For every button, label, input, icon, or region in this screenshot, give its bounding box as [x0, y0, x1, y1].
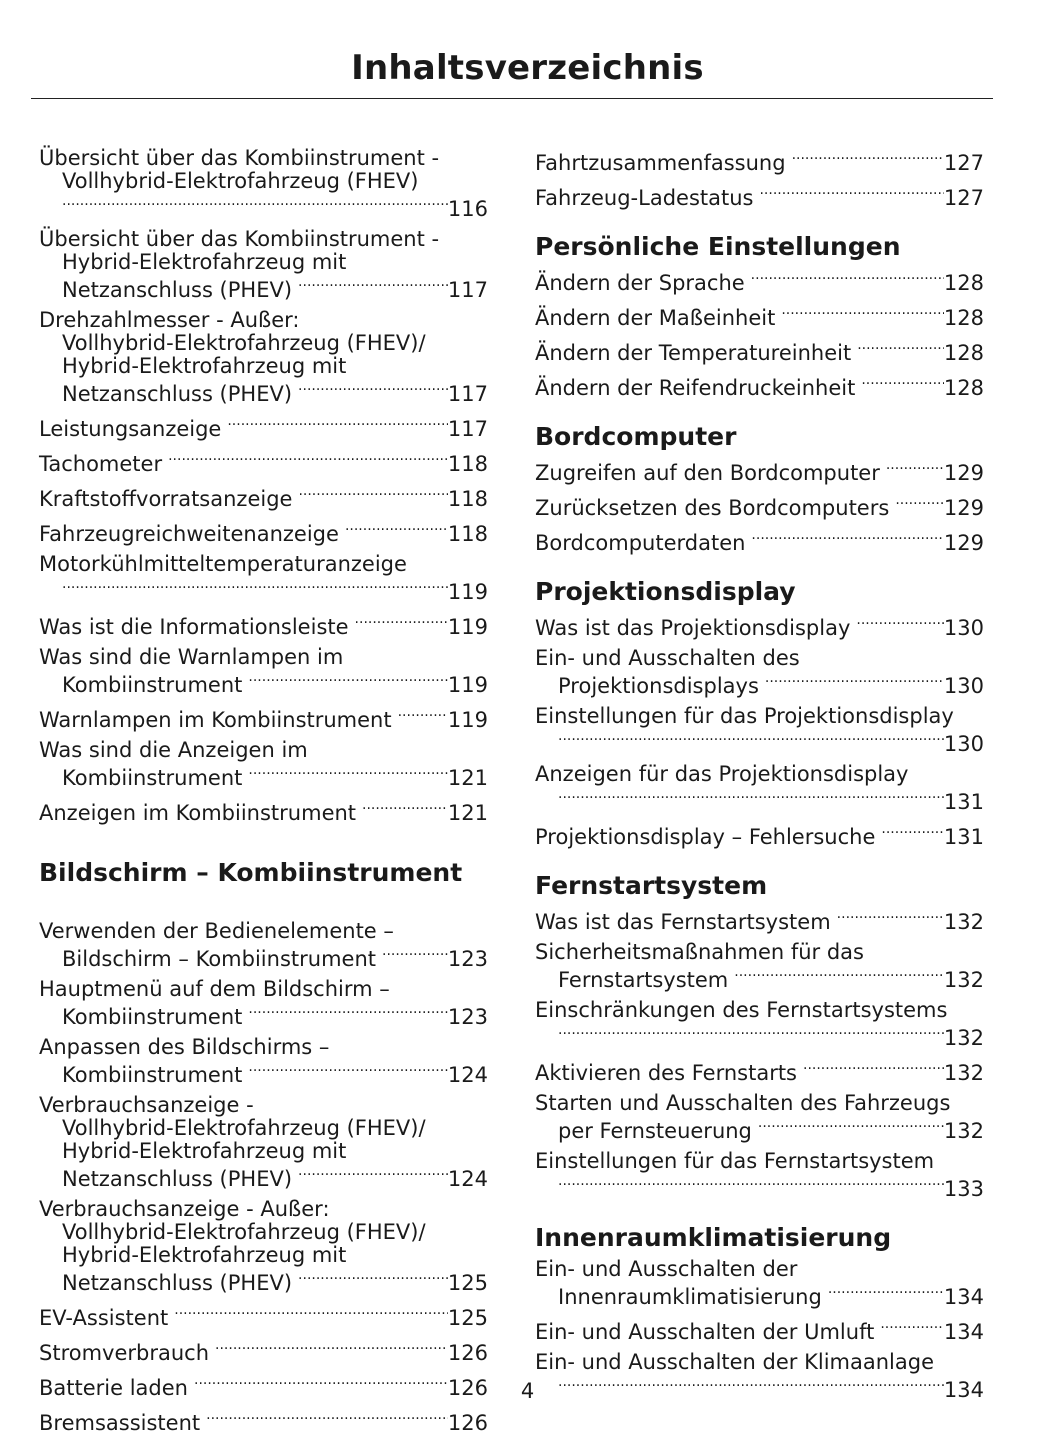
- toc-page-number: 130: [943, 732, 984, 756]
- toc-page-number: 129: [943, 496, 984, 520]
- dot-leader: [206, 1407, 448, 1430]
- toc-entry-text: Ändern der Sprache: [535, 271, 745, 295]
- dot-leader: [168, 448, 448, 471]
- toc-page-number: 119: [447, 615, 488, 639]
- dot-leader: [362, 797, 448, 820]
- page-number: 4: [520, 1379, 535, 1403]
- toc-entry-leader-line: [39, 1059, 488, 1087]
- toc-page-number: 126: [447, 1411, 488, 1435]
- toc-entry[interactable]: [39, 971, 488, 1029]
- toc-entry[interactable]: [39, 639, 488, 697]
- toc-entry-text: Kombiinstrument: [62, 1005, 243, 1029]
- toc-entry-text: Was sind die Anzeigen im: [39, 738, 308, 762]
- toc-entry[interactable]: [39, 604, 488, 639]
- toc-entry-text: Vollhybrid-Elektrofahrzeug (FHEV): [62, 169, 419, 193]
- dot-leader: [227, 413, 448, 436]
- toc-page-number: 119: [447, 708, 488, 732]
- toc-entry-leader-line: [535, 372, 984, 400]
- toc-page-number: 132: [943, 1119, 984, 1143]
- toc-entry[interactable]: [39, 1191, 488, 1295]
- toc-entry-text: Netzanschluss (PHEV): [62, 382, 293, 406]
- toc-entry-text: Motorkühlmitteltemperaturanzeige: [39, 552, 407, 576]
- toc-entry[interactable]: [535, 1085, 984, 1143]
- toc-page-number: 127: [943, 151, 984, 175]
- toc-entry-leader-line: [39, 669, 488, 697]
- toc-entry-text: Vollhybrid-Elektrofahrzeug (FHEV)/: [62, 1116, 426, 1140]
- toc-page-number: 128: [943, 271, 984, 295]
- toc-entry-text: Was ist das Projektionsdisplay: [535, 616, 851, 640]
- toc-entry-leader-line: [39, 797, 488, 825]
- toc-entry-text: Einstellungen für das Fernstartsystem: [535, 1149, 935, 1173]
- toc-entry-text: Übersicht über das Kombiinstrument -: [39, 227, 440, 251]
- toc-entry-text: Hybrid-Elektrofahrzeug mit: [62, 1243, 347, 1267]
- toc-entry[interactable]: [535, 1050, 984, 1085]
- toc-entry-text: Ändern der Temperatureinheit: [535, 341, 852, 365]
- toc-entry-leader-line: [39, 1302, 488, 1330]
- toc-entry[interactable]: [535, 520, 984, 555]
- toc-group-bildschirm: [39, 913, 488, 1435]
- toc-entry-leader-line: [535, 147, 984, 175]
- toc-entry[interactable]: [39, 1400, 488, 1435]
- toc-entry[interactable]: [39, 697, 488, 732]
- toc-entry[interactable]: [39, 913, 488, 971]
- dot-leader: [174, 1302, 448, 1325]
- toc-entry-leader-line: [535, 527, 984, 555]
- toc-page-number: 117: [447, 278, 488, 302]
- toc-page-number: 121: [447, 801, 488, 825]
- toc-entry[interactable]: [39, 1087, 488, 1191]
- toc-entry-text: Sicherheitsmaßnahmen für das: [535, 940, 864, 964]
- dot-leader: [857, 337, 944, 360]
- toc-entry-text: Bildschirm – Kombiinstrument: [62, 947, 376, 971]
- dot-leader: [856, 612, 944, 635]
- toc-entry[interactable]: [39, 732, 488, 790]
- dot-leader: [803, 1057, 944, 1080]
- toc-entry-text: Vollhybrid-Elektrofahrzeug (FHEV)/: [62, 331, 426, 355]
- dot-leader: [298, 1267, 448, 1290]
- toc-entry-text: Hauptmenü auf dem Bildschirm –: [39, 977, 390, 1001]
- toc-entry-text: Fernstartsystem: [558, 968, 729, 992]
- dot-leader: [881, 821, 944, 844]
- toc-entry-leader-line: [535, 1173, 984, 1201]
- toc-entry[interactable]: [39, 140, 488, 221]
- toc-right-column: [535, 140, 984, 1402]
- toc-entry-text: Netzanschluss (PHEV): [62, 1167, 293, 1191]
- toc-entry-leader-line: [39, 378, 488, 406]
- toc-entry-leader-line: [39, 1163, 488, 1191]
- dot-leader: [751, 527, 943, 550]
- toc-entry-text: Verwenden der Bedienelemente –: [39, 919, 394, 943]
- toc-entry-leader-line: [535, 670, 984, 698]
- toc-entry[interactable]: [535, 1251, 984, 1309]
- toc-entry-leader-line: [535, 612, 984, 640]
- toc-page-number: 117: [447, 417, 488, 441]
- toc-page-number: 132: [943, 910, 984, 934]
- toc-entry[interactable]: [535, 814, 984, 849]
- toc-entry[interactable]: [39, 546, 488, 604]
- toc-page-number: 119: [447, 580, 488, 604]
- toc-entry-text: Zugreifen auf den Bordcomputer: [535, 461, 880, 485]
- toc-entry-text: Einstellungen für das Projektionsdisplay: [535, 704, 954, 728]
- toc-entry[interactable]: [535, 698, 984, 756]
- toc-entry-text: Hybrid-Elektrofahrzeug mit: [62, 354, 347, 378]
- toc-group-kombiinstrument: [39, 140, 488, 825]
- toc-page-number: 131: [943, 790, 984, 814]
- dot-leader: [398, 704, 448, 727]
- toc-entry-leader-line: [39, 448, 488, 476]
- dot-leader: [765, 670, 944, 693]
- toc-page-number: 117: [447, 382, 488, 406]
- dot-leader: [886, 457, 944, 480]
- toc-page-number: 133: [943, 1177, 984, 1201]
- toc-entry[interactable]: [39, 406, 488, 441]
- toc-entry-text: Warnlampen im Kombiinstrument: [39, 708, 392, 732]
- toc-entry-text: Ein- und Ausschalten der Klimaanlage: [535, 1350, 934, 1374]
- toc-entry[interactable]: [535, 485, 984, 520]
- toc-entry[interactable]: [39, 790, 488, 825]
- toc-entry-leader-line: [39, 483, 488, 511]
- dot-leader: [298, 483, 447, 506]
- dot-leader: [298, 1163, 448, 1186]
- toc-entry-leader-line: [535, 821, 984, 849]
- toc-entry[interactable]: [535, 260, 984, 295]
- toc-page-number: 119: [447, 673, 488, 697]
- toc-entry-text: Fahrtzusammenfassung: [535, 151, 786, 175]
- toc-page-number: 134: [943, 1320, 984, 1344]
- toc-entry-text: Hybrid-Elektrofahrzeug mit: [62, 250, 347, 274]
- toc-entry[interactable]: [535, 640, 984, 698]
- dot-leader: [751, 267, 944, 290]
- toc-entry-leader-line: [535, 302, 984, 330]
- toc-entry[interactable]: [535, 934, 984, 992]
- toc-entry[interactable]: [535, 899, 984, 934]
- toc-entry-leader-line: [39, 1267, 488, 1295]
- toc-entry-leader-line: [39, 704, 488, 732]
- toc-page-number: 126: [447, 1376, 488, 1400]
- dot-leader: [382, 943, 448, 966]
- toc-entry[interactable]: [535, 365, 984, 400]
- toc-page-number: 116: [447, 197, 488, 221]
- toc-page-number: 128: [943, 341, 984, 365]
- toc-entry-text: Was sind die Warnlampen im: [39, 645, 344, 669]
- toc-entry-text: Ein- und Ausschalten der Umluft: [535, 1320, 875, 1344]
- toc-page-number: 123: [447, 1005, 488, 1029]
- toc-left-column: [39, 140, 488, 1435]
- toc-entry-text: Anzeigen im Kombiinstrument: [39, 801, 357, 825]
- toc-entry-text: Zurücksetzen des Bordcomputers: [535, 496, 890, 520]
- toc-page-number: 125: [447, 1271, 488, 1295]
- toc-entry-text: Verbrauchsanzeige -: [39, 1093, 254, 1117]
- toc-entry-text: Was ist die Informationsleiste: [39, 615, 349, 639]
- toc-entry[interactable]: [39, 1330, 488, 1365]
- toc-entry[interactable]: [535, 330, 984, 365]
- section-heading: Bordcomputer: [535, 422, 737, 451]
- toc-entry-text: Netzanschluss (PHEV): [62, 1271, 293, 1295]
- dot-leader: [828, 1281, 944, 1304]
- toc-entry-text: Hybrid-Elektrofahrzeug mit: [62, 1139, 347, 1163]
- toc-entry-leader-line: [535, 267, 984, 295]
- toc-entry-text: Vollhybrid-Elektrofahrzeug (FHEV)/: [62, 1220, 426, 1244]
- toc-page-number: 130: [943, 616, 984, 640]
- dot-leader: [248, 762, 448, 785]
- toc-entry-text: Was ist das Fernstartsystem: [535, 910, 831, 934]
- toc-entry-text: Drehzahlmesser - Außer:: [39, 308, 300, 332]
- toc-entry-leader-line: [535, 786, 984, 814]
- toc-page-number: 130: [943, 674, 984, 698]
- toc-page-number: 128: [943, 376, 984, 400]
- dot-leader: [558, 1173, 944, 1196]
- toc-entry-text: Innenraumklimatisierung: [558, 1285, 822, 1309]
- toc-page-number: 134: [943, 1285, 984, 1309]
- toc-page-number: 124: [447, 1167, 488, 1191]
- toc-entry[interactable]: [39, 221, 488, 302]
- toc-entry-text: Projektionsdisplays: [558, 674, 759, 698]
- toc-entry-leader-line: [39, 576, 488, 604]
- dot-leader: [248, 1059, 448, 1082]
- toc-entry-text: Fahrzeugreichweitenanzeige: [39, 522, 339, 546]
- dot-leader: [781, 302, 944, 325]
- toc-page-number: 129: [943, 531, 984, 555]
- toc-page-number: 118: [447, 487, 488, 511]
- toc-entry-text: Ändern der Reifendruckeinheit: [535, 376, 856, 400]
- toc-entry-leader-line: [39, 274, 488, 302]
- dot-leader: [558, 1022, 944, 1045]
- toc-entry-text: Batterie laden: [39, 1376, 188, 1400]
- toc-entry-leader-line: [39, 762, 488, 790]
- toc-entry-leader-line: [535, 457, 984, 485]
- dot-leader: [298, 378, 448, 401]
- toc-entry-leader-line: [535, 492, 984, 520]
- toc-entry-text: Einschränkungen des Fernstartsystems: [535, 998, 948, 1022]
- dot-leader: [734, 964, 944, 987]
- section-heading-bildschirm: Bildschirm – Kombiinstrument: [39, 858, 463, 887]
- dot-leader: [62, 193, 448, 216]
- toc-entry-leader-line: [535, 728, 984, 756]
- toc-entry-text: Starten und Ausschalten des Fahrzeugs: [535, 1091, 951, 1115]
- toc-entry-text: Kombiinstrument: [62, 766, 243, 790]
- toc-entry-leader-line: [39, 1001, 488, 1029]
- toc-entry-text: Anzeigen für das Projektionsdisplay: [535, 762, 909, 786]
- title-divider: [31, 98, 993, 99]
- dot-leader: [837, 906, 944, 929]
- toc-page-number: 132: [943, 1026, 984, 1050]
- toc-entry-text: Projektionsdisplay – Fehlersuche: [535, 825, 876, 849]
- toc-entry-leader-line: [535, 906, 984, 934]
- toc-entry-leader-line: [535, 964, 984, 992]
- toc-entry[interactable]: [39, 1295, 488, 1330]
- section-heading: Innenraumklimatisierung: [535, 1223, 892, 1252]
- dot-leader: [345, 518, 448, 541]
- toc-entry[interactable]: [39, 302, 488, 406]
- toc-entry-leader-line: [39, 518, 488, 546]
- toc-entry-text: Kraftstoffvorratsanzeige: [39, 487, 293, 511]
- toc-entry-leader-line: [39, 1337, 488, 1365]
- toc-entry[interactable]: [535, 605, 984, 640]
- toc-entry-text: Ein- und Ausschalten des: [535, 646, 800, 670]
- toc-entry-text: Kombiinstrument: [62, 673, 243, 697]
- toc-entry-leader-line: [535, 1057, 984, 1085]
- toc-entry-leader-line: [535, 1316, 984, 1344]
- dot-leader: [880, 1316, 944, 1339]
- toc-entry-text: Ein- und Ausschalten der: [535, 1257, 798, 1281]
- page-title: Inhaltsverzeichnis: [351, 48, 704, 88]
- toc-page-number: 123: [447, 947, 488, 971]
- toc-entry-text: per Fernsteuerung: [558, 1119, 752, 1143]
- toc-group-fahrt: [535, 140, 984, 210]
- toc-entry-text: Kombiinstrument: [62, 1063, 243, 1087]
- toc-page-number: 127: [943, 186, 984, 210]
- dot-leader: [215, 1337, 448, 1360]
- toc-entry-text: Netzanschluss (PHEV): [62, 278, 293, 302]
- toc-entry[interactable]: [535, 1143, 984, 1201]
- toc-page-number: 118: [447, 522, 488, 546]
- toc-entry-leader-line: [535, 1022, 984, 1050]
- toc-page-number: 128: [943, 306, 984, 330]
- toc-entry-leader-line: [535, 182, 984, 210]
- toc-entry-text: Verbrauchsanzeige - Außer:: [39, 1197, 330, 1221]
- toc-page-number: 125: [447, 1306, 488, 1330]
- dot-leader: [558, 786, 944, 809]
- toc-entry[interactable]: [535, 992, 984, 1050]
- toc-entry-text: Übersicht über das Kombiinstrument -: [39, 146, 440, 170]
- section-heading: Projektionsdisplay: [535, 577, 796, 606]
- dot-leader: [248, 669, 448, 692]
- dot-leader: [248, 1001, 448, 1024]
- toc-page-number: 132: [943, 968, 984, 992]
- toc-entry-text: Bordcomputerdaten: [535, 531, 746, 555]
- toc-entry-text: Leistungsanzeige: [39, 417, 222, 441]
- dot-leader: [792, 147, 944, 170]
- toc-entry[interactable]: [535, 1309, 984, 1344]
- dot-leader: [895, 492, 944, 515]
- toc-entry-leader-line: [535, 1115, 984, 1143]
- toc-entry[interactable]: [39, 1029, 488, 1087]
- toc-entry-text: Anpassen des Bildschirms –: [39, 1035, 330, 1059]
- toc-page-number: 124: [447, 1063, 488, 1087]
- toc-entry-leader-line: [39, 413, 488, 441]
- toc-entry[interactable]: [39, 511, 488, 546]
- toc-sections: [535, 232, 984, 1402]
- toc-entry[interactable]: [535, 140, 984, 175]
- toc-entry[interactable]: [535, 450, 984, 485]
- dot-leader: [759, 182, 943, 205]
- section-heading: Fernstartsystem: [535, 871, 768, 900]
- toc-entry-leader-line: [535, 1281, 984, 1309]
- toc-page-number: 126: [447, 1341, 488, 1365]
- toc-entry[interactable]: [39, 441, 488, 476]
- toc-entry[interactable]: [535, 295, 984, 330]
- toc-page-number: 132: [943, 1061, 984, 1085]
- dot-leader: [861, 372, 944, 395]
- toc-page-number: 118: [447, 452, 488, 476]
- toc-entry-text: EV-Assistent: [39, 1306, 169, 1330]
- toc-entry[interactable]: [535, 175, 984, 210]
- toc-entry-leader-line: [39, 611, 488, 639]
- dot-leader: [758, 1115, 944, 1138]
- toc-entry-text: Bremsassistent: [39, 1411, 201, 1435]
- section-heading: Persönliche Einstellungen: [535, 232, 901, 261]
- toc-page-number: 129: [943, 461, 984, 485]
- dot-leader: [558, 728, 944, 751]
- toc-entry-text: Ändern der Maßeinheit: [535, 306, 776, 330]
- toc-entry-text: Aktivieren des Fernstarts: [535, 1061, 797, 1085]
- toc-entry-text: Stromverbrauch: [39, 1341, 210, 1365]
- toc-entry-leader-line: [39, 943, 488, 971]
- toc-entry-leader-line: [535, 337, 984, 365]
- dot-leader: [298, 274, 448, 297]
- toc-page-number: 121: [447, 766, 488, 790]
- toc-entry-leader-line: [39, 1407, 488, 1435]
- toc-entry-text: Tachometer: [39, 452, 163, 476]
- toc-entry[interactable]: [39, 476, 488, 511]
- toc-page-number: 134: [943, 1378, 984, 1402]
- toc-entry[interactable]: [535, 756, 984, 814]
- dot-leader: [62, 576, 448, 599]
- toc-entry-leader-line: [39, 193, 488, 221]
- dot-leader: [355, 611, 448, 634]
- toc-page-number: 131: [943, 825, 984, 849]
- toc-entry-text: Fahrzeug-Ladestatus: [535, 186, 754, 210]
